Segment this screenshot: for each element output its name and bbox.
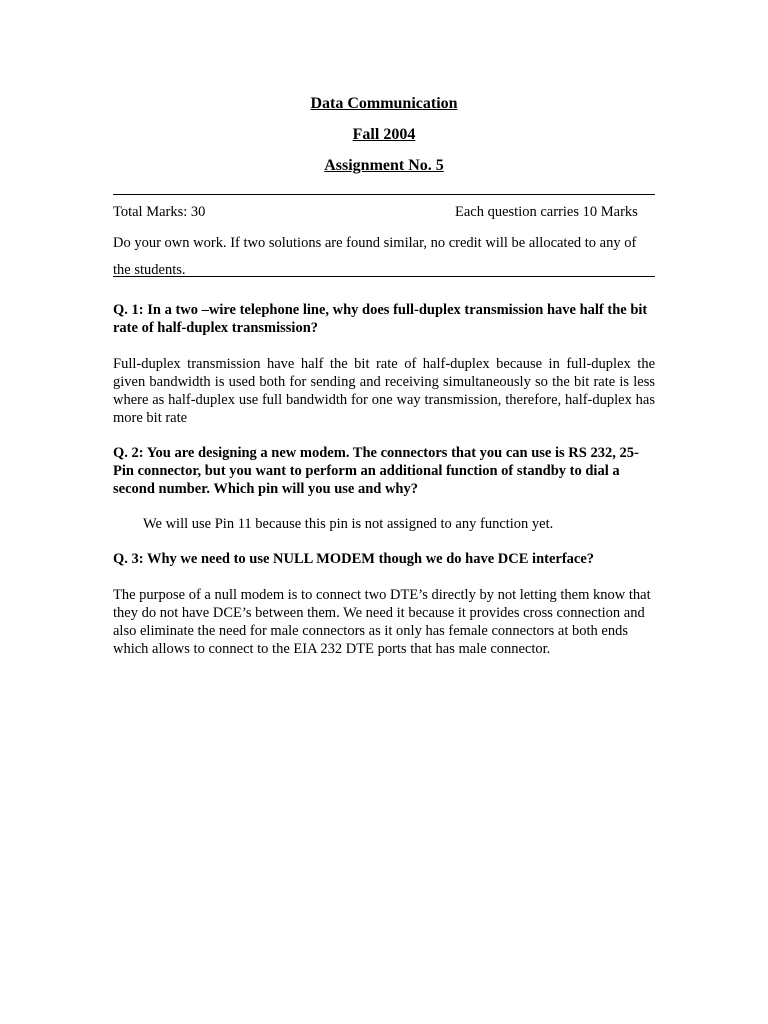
answer-1: Full-duplex transmission have half the bit rate of half-duplex because in full-duplex the given bandwidth is used both for sending and receiving simultaneously so the bit rate is less where as half-duplex use full bandwidth for one way transmission, therefore, half-duplex has more bit rate	[113, 356, 655, 426]
question-1: Q. 1: In a two –wire telephone line, why does full-duplex transmission have half the bit rate of half-duplex transmission?	[113, 302, 648, 336]
question-2: Q. 2: You are designing a new modem. The connectors that you can use is RS 232, 25-Pin connector, but you want to perform an additional function of standby to dial a second number. Which pin will you use and why?	[113, 445, 639, 497]
question-3: Q. 3: Why we need to use NULL MODEM though we do have DCE interface?	[113, 551, 595, 567]
course-title: Data Communication	[310, 95, 458, 112]
answer-2: We will use Pin 11 because this pin is not assigned to any function yet.	[143, 516, 554, 532]
answer-3: The purpose of a null modem is to connect two DTE’s directly by not letting them know that they do not have DCE’s between them. We need it because it provides cross connection and also eliminate the need for male connectors as it only has female connectors at both ends which allows to connect to the EIA 232 DTE ports that has male connector.	[113, 587, 651, 657]
assignment-title: Assignment No. 5	[324, 157, 444, 174]
total-marks: Total Marks: 30	[113, 204, 206, 220]
marks-per-question: Each question carries 10 Marks	[455, 204, 638, 220]
instruction-text: Do your own work. If two solutions are found similar, no credit will be allocated to any of the students.	[113, 235, 637, 278]
term-title: Fall 2004	[352, 126, 416, 143]
top-divider	[113, 194, 655, 195]
bottom-divider	[113, 276, 655, 277]
